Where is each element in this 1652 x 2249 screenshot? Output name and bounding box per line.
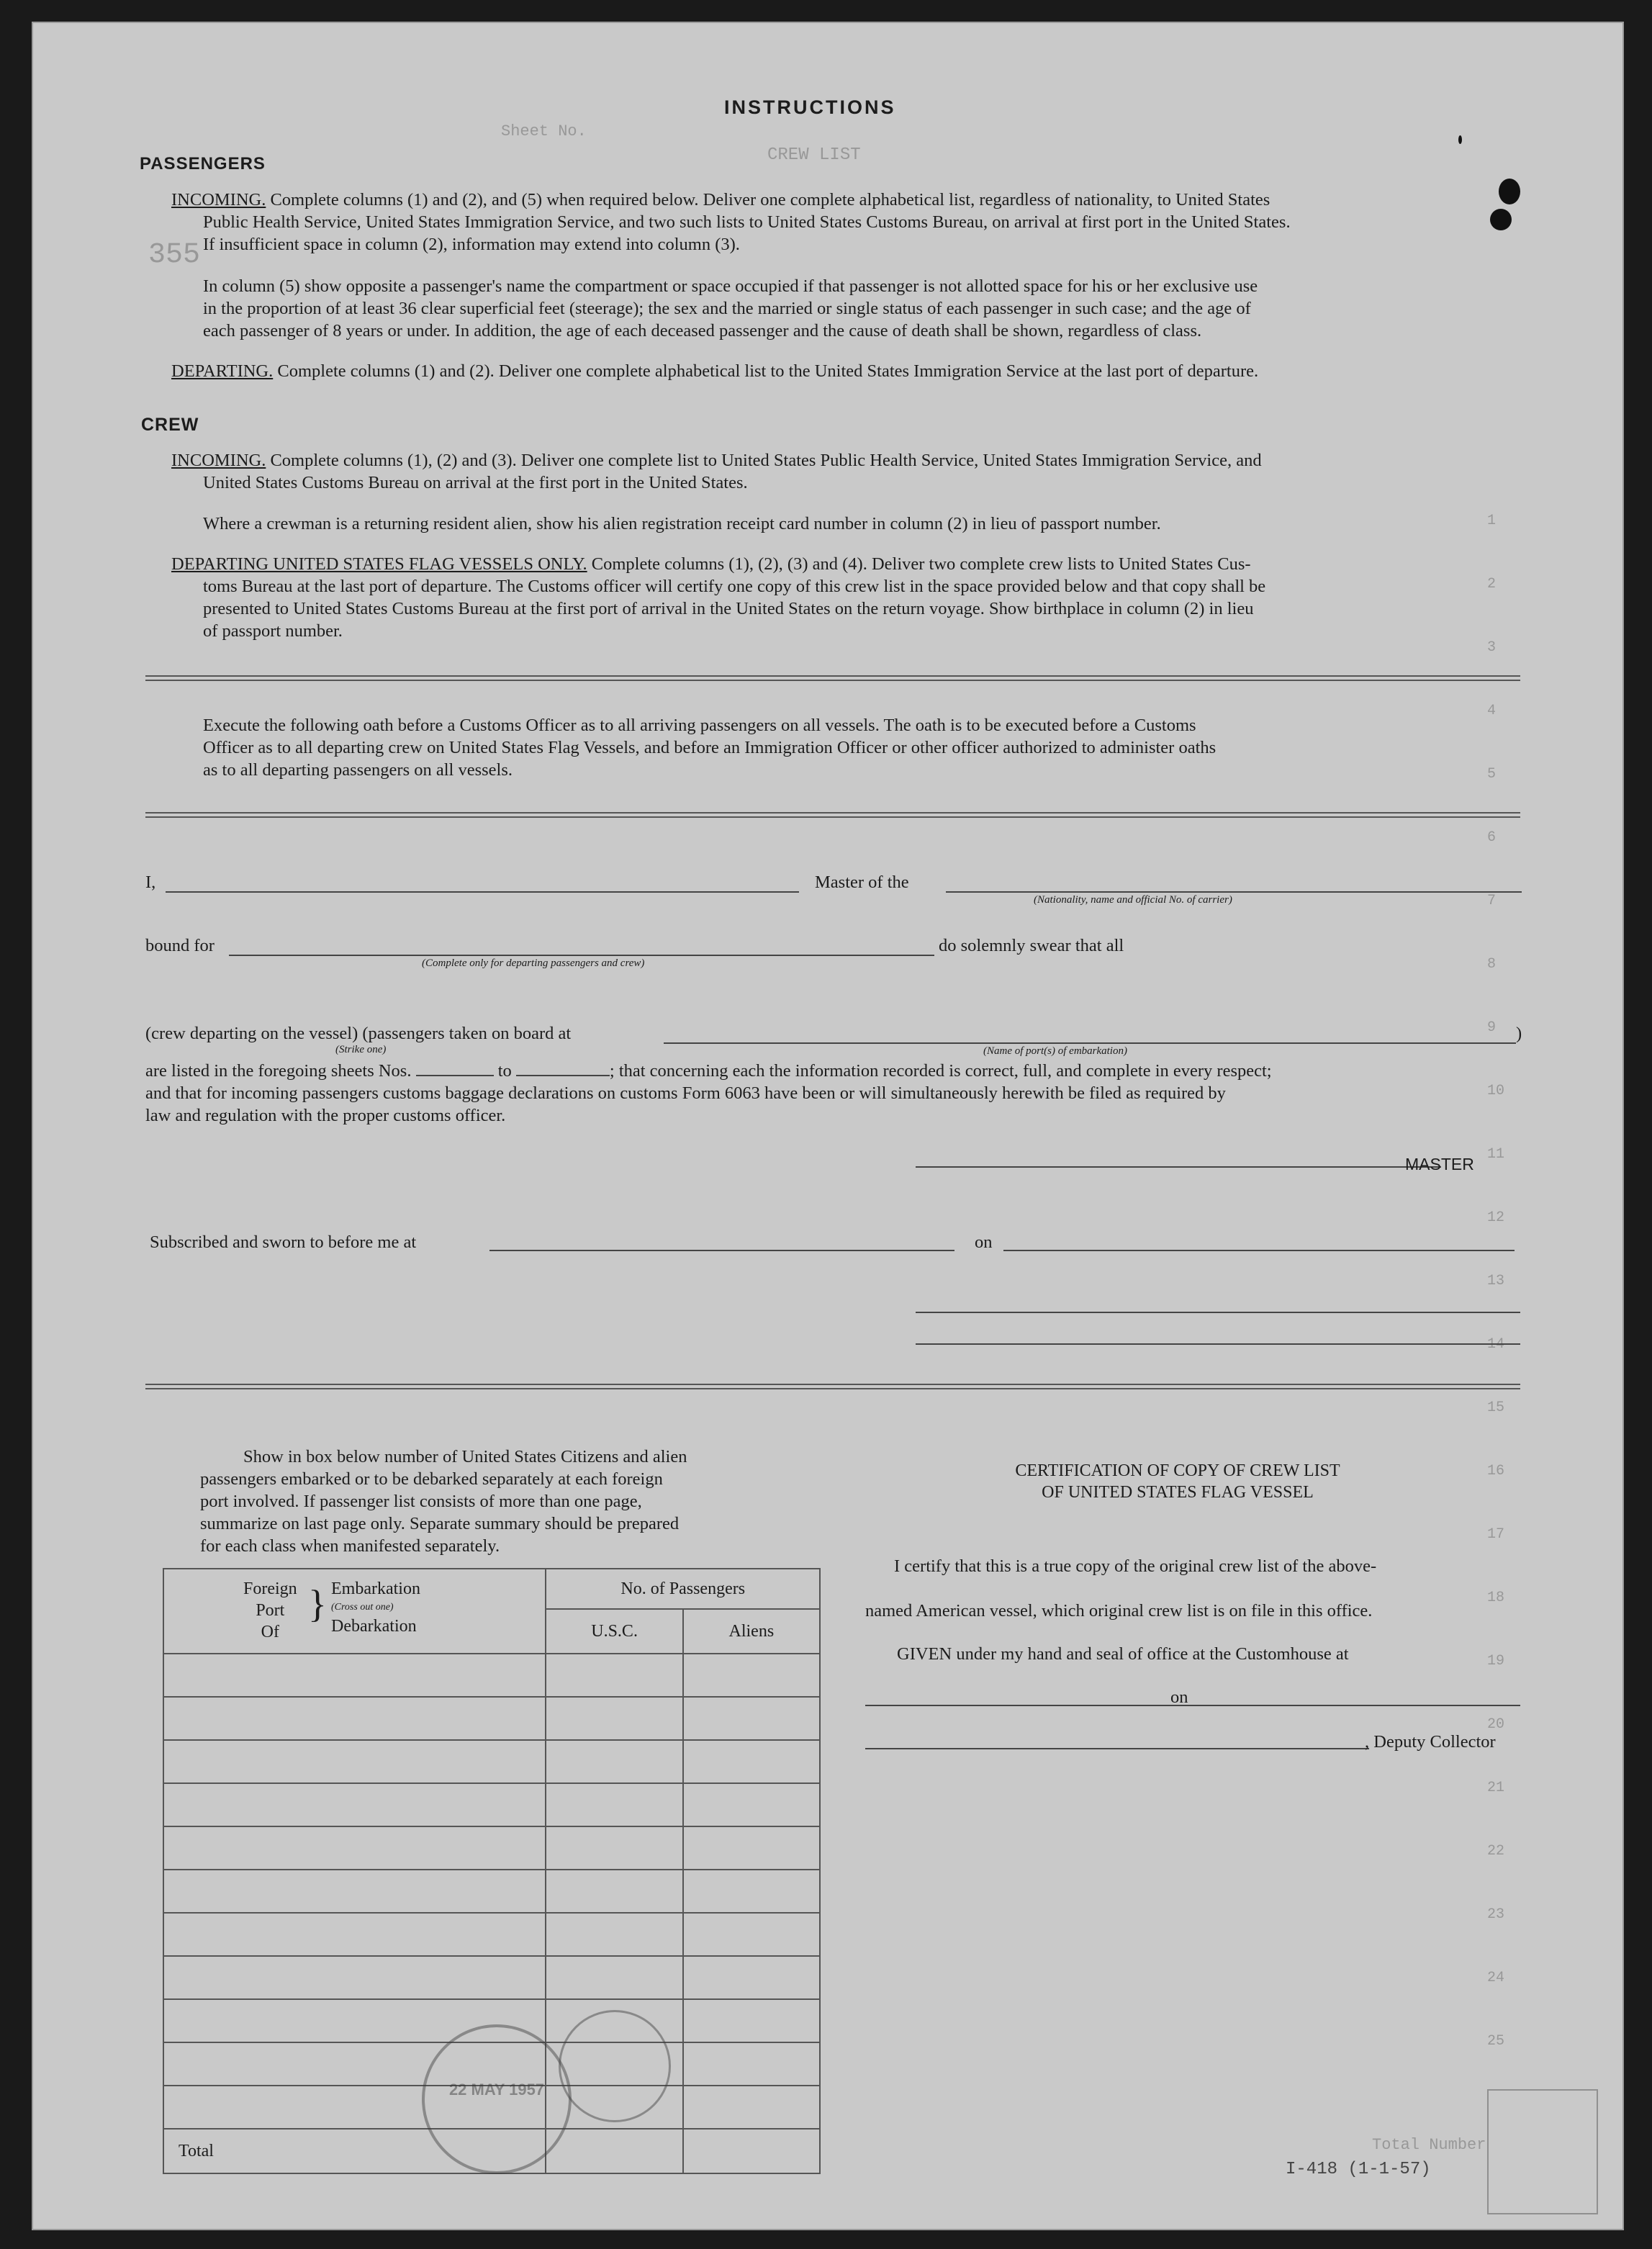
summary-aliens-cell[interactable] xyxy=(683,1654,820,1697)
show-through-row-number: 12 xyxy=(1487,1209,1505,1226)
certification-heading-1: CERTIFICATION OF COPY OF CREW LIST xyxy=(1015,1461,1340,1480)
summary-usc-cell[interactable] xyxy=(546,1913,682,1956)
show-through-row-number: 8 xyxy=(1487,956,1497,973)
header-of: Of xyxy=(261,1623,279,1641)
sheet-to-field[interactable] xyxy=(516,1062,610,1076)
page-title: INSTRUCTIONS xyxy=(724,96,896,118)
show-through-row-number: 3 xyxy=(1487,639,1497,656)
show-through-row-number: 23 xyxy=(1487,1906,1505,1923)
summary-instruction-3: port involved. If passenger list consists of more than one page, xyxy=(200,1492,642,1511)
show-through-row-number: 14 xyxy=(1487,1336,1505,1353)
oath-instruction-1: Execute the following oath before a Customs Officer as to all arriving passengers on all vessels. The oath is to be executed before a Customs xyxy=(203,716,1196,735)
crew-departing-text-2: toms Bureau at the last port of departure. The Customs officer will certify one copy of this crew list in the space provided below and that copy shall be xyxy=(203,577,1266,596)
header-no-of-passengers: No. of Passengers xyxy=(546,1569,820,1609)
total-usc-cell[interactable] xyxy=(546,2129,682,2173)
officer-signature-line-1[interactable] xyxy=(916,1312,1520,1313)
show-through-row-number: 19 xyxy=(1487,1653,1505,1669)
passengers-incoming-text-3: If insufficient space in column (2), information may extend into column (3). xyxy=(203,235,740,254)
col5-line-2: in the proportion of at least 36 clear superficial feet (steerage); the sex and the married or single status of each passenger in such case; and the age of xyxy=(203,299,1251,318)
show-through-crew-list: CREW LIST xyxy=(767,145,861,165)
header-foreign: Foreign xyxy=(243,1579,297,1598)
passengers-departing xyxy=(171,360,1517,382)
oath-close-paren: ) xyxy=(1516,1024,1522,1043)
summary-row xyxy=(163,1826,820,1870)
summary-instruction-2: passengers embarked or to be debarked separately at each foreign xyxy=(200,1469,663,1489)
oath-carrier-field[interactable] xyxy=(946,891,1522,893)
summary-port-cell[interactable] xyxy=(163,1654,546,1697)
oath-ports-caption: (Name of port(s) of embarkation) xyxy=(983,1045,1127,1057)
oath-i-label: I, xyxy=(145,873,156,892)
summary-usc-cell[interactable] xyxy=(546,1697,682,1740)
summary-port-cell[interactable] xyxy=(163,1697,546,1740)
summary-port-cell[interactable] xyxy=(163,1783,546,1826)
oath-bound-for-field[interactable] xyxy=(229,955,934,956)
oath-bound-caption: (Complete only for departing passengers and crew) xyxy=(422,957,645,969)
certification-text-2: named American vessel, which original crew list is on file in this office. xyxy=(865,1601,1373,1621)
oath-crew-departing: (crew departing on the vessel) (passengers taken on board at xyxy=(145,1024,572,1043)
form-number: I-418 (1-1-57) xyxy=(1286,2160,1431,2179)
show-through-page-no: 355 xyxy=(148,239,201,271)
summary-usc-cell[interactable] xyxy=(546,1956,682,1999)
crew-list-form-reverse xyxy=(32,22,1624,2230)
show-through-row-number: 22 xyxy=(1487,1843,1505,1860)
header-usc: U.S.C. xyxy=(546,1609,682,1654)
summary-usc-cell[interactable] xyxy=(546,1783,682,1826)
passengers-departing-text: Complete columns (1) and (2). Deliver one complete alphabetical list to the United States Immigration Service at the last port of departure. xyxy=(277,361,1259,381)
col5-line-3: each passenger of 8 years or under. In addition, the age of each deceased passenger and the cause of death shall be shown, regardless of class. xyxy=(203,321,1202,341)
margin-box xyxy=(1487,2089,1598,2214)
show-through-row-number: 11 xyxy=(1487,1146,1505,1163)
crew-incoming-block xyxy=(171,449,1517,494)
crew-departing-text-3: presented to United States Customs Bureau at the first port of arrival in the United States on the return voyage. Show birthplace in column (2) in lieu xyxy=(203,599,1254,618)
header-port: Port xyxy=(256,1601,285,1620)
crew-incoming-text-1: Complete columns (1), (2) and (3). Deliver one complete list to United States Public Health Service, United States Immigration Service, and xyxy=(270,451,1262,470)
header-embarkation: Embarkation xyxy=(331,1579,420,1598)
show-through-row-number: 7 xyxy=(1487,893,1497,909)
show-through-row-number: 24 xyxy=(1487,1970,1505,1986)
certification-heading-2: OF UNITED STATES FLAG VESSEL xyxy=(1042,1483,1314,1502)
passengers-incoming-block xyxy=(171,189,1517,256)
officer-signature-line-2[interactable] xyxy=(916,1343,1520,1345)
summary-row xyxy=(163,1654,820,1697)
summary-usc-cell[interactable] xyxy=(546,1740,682,1783)
oath-master-name-field[interactable] xyxy=(166,891,799,893)
show-through-row-number: 5 xyxy=(1487,766,1497,783)
passengers-column5-block xyxy=(203,275,1520,342)
summary-row xyxy=(163,1870,820,1913)
summary-usc-cell[interactable] xyxy=(546,1654,682,1697)
oath-listed-to: to xyxy=(497,1061,512,1081)
divider-2 xyxy=(145,812,1520,818)
summary-row xyxy=(163,1913,820,1956)
summary-aliens-cell[interactable] xyxy=(683,1740,820,1783)
show-through-row-number: 16 xyxy=(1487,1463,1505,1479)
oath-strike-one: (Strike one) xyxy=(335,1044,387,1055)
header-aliens: Aliens xyxy=(683,1609,820,1654)
summary-port-cell[interactable] xyxy=(163,1826,546,1870)
total-aliens-cell[interactable] xyxy=(683,2129,820,2173)
ink-blot xyxy=(1490,209,1512,230)
subscribed-on: on xyxy=(975,1232,993,1252)
show-through-row-number: 4 xyxy=(1487,703,1497,719)
ink-blot xyxy=(1499,179,1520,204)
summary-usc-cell[interactable] xyxy=(546,1826,682,1870)
oath-listed-1: are listed in the foregoing sheets Nos. xyxy=(145,1061,412,1081)
crew-incoming-label: INCOMING. xyxy=(171,451,266,470)
summary-aliens-cell[interactable] xyxy=(683,1697,820,1740)
show-through-row-number: 2 xyxy=(1487,576,1497,592)
customs-stamp xyxy=(422,2024,572,2174)
show-through-row-number: 10 xyxy=(1487,1083,1505,1099)
crew-departing-block xyxy=(171,553,1517,642)
crew-departing-label: DEPARTING UNITED STATES FLAG VESSELS ONLY. xyxy=(171,554,587,574)
crew-departing-text-1: Complete columns (1), (2), (3) and (4). Deliver two complete crew lists to United States Cus- xyxy=(591,554,1251,574)
summary-row xyxy=(163,1956,820,1999)
oath-bound-for: bound for xyxy=(145,936,215,955)
show-through-row-number: 25 xyxy=(1487,2033,1505,2050)
show-through-row-number: 15 xyxy=(1487,1400,1505,1416)
divider-3 xyxy=(145,1384,1520,1389)
oath-listed-block xyxy=(145,1060,1520,1127)
summary-instruction-5: for each class when manifested separately. xyxy=(200,1536,500,1556)
ink-blot xyxy=(1458,135,1462,144)
total-label: Total xyxy=(163,2129,546,2173)
summary-aliens-cell[interactable] xyxy=(683,1826,820,1870)
summary-aliens-cell[interactable] xyxy=(683,1870,820,1913)
oath-listed-3: and that for incoming passengers customs baggage declarations on customs Form 6063 have been or will simultaneously herewith be filed as required by xyxy=(145,1083,1226,1103)
summary-aliens-cell[interactable] xyxy=(683,1956,820,1999)
sheet-from-field[interactable] xyxy=(416,1062,494,1076)
summary-aliens-cell[interactable] xyxy=(683,2086,820,2129)
summary-instruction-1: Show in box below number of United States Citizens and alien xyxy=(243,1447,687,1466)
port-header-cell xyxy=(163,1569,546,1654)
passengers-heading: PASSENGERS xyxy=(140,154,266,173)
summary-usc-cell[interactable] xyxy=(546,1870,682,1913)
show-through-row-number: 21 xyxy=(1487,1780,1505,1796)
summary-aliens-cell[interactable] xyxy=(683,1999,820,2042)
col5-line-1: In column (5) show opposite a passenger's name the compartment or space occupied if that passenger is not allotted space for his or her exclusive use xyxy=(203,276,1258,296)
subscribed-place-field[interactable] xyxy=(489,1250,954,1251)
summary-instruction xyxy=(200,1446,790,1557)
oath-embarkation-field[interactable] xyxy=(664,1042,1516,1044)
oath-carrier-caption: (Nationality, name and official No. of carrier) xyxy=(1034,894,1232,906)
certification-text-1: I certify that this is a true copy of the original crew list of the above- xyxy=(894,1556,1377,1576)
summary-row xyxy=(163,1783,820,1826)
show-through-row-number: 9 xyxy=(1487,1019,1497,1036)
passengers-departing-label: DEPARTING. xyxy=(171,361,274,381)
summary-port-cell[interactable] xyxy=(163,1740,546,1783)
certification-given: GIVEN under my hand and seal of office at the Customhouse at xyxy=(897,1644,1349,1664)
deputy-signature-field[interactable] xyxy=(865,1748,1369,1749)
summary-aliens-cell[interactable] xyxy=(683,2042,820,2086)
show-through-total-number: Total Number xyxy=(1372,2136,1486,2154)
crew-heading: CREW xyxy=(141,415,199,435)
show-through-row-number: 18 xyxy=(1487,1590,1505,1606)
oath-instruction-3: as to all departing passengers on all vessels. xyxy=(203,760,513,780)
show-through-row-number: 17 xyxy=(1487,1526,1505,1543)
stamp-date: 22 MAY 1957 xyxy=(448,2081,545,2099)
subscribed-date-field[interactable] xyxy=(1003,1250,1515,1251)
summary-instruction-4: summarize on last page only. Separate summary should be prepared xyxy=(200,1514,680,1533)
oath-instruction xyxy=(203,714,1520,781)
cert-on: on xyxy=(1170,1687,1188,1707)
show-through-sheet-no: Sheet No. xyxy=(501,122,587,140)
passengers-incoming-text-2: Public Health Service, United States Immigration Service, and two such lists to United States Customs Bureau, on arrival at first port in the United States. xyxy=(203,212,1291,232)
master-label: MASTER xyxy=(1405,1155,1474,1173)
customs-stamp-2 xyxy=(559,2010,671,2122)
summary-port-cell[interactable] xyxy=(163,1870,546,1913)
cert-place-field[interactable] xyxy=(865,1705,1196,1706)
certification-heading xyxy=(926,1460,1430,1503)
show-through-row-number: 13 xyxy=(1487,1273,1505,1289)
subscribed-label: Subscribed and sworn to before me at xyxy=(150,1232,417,1252)
show-through-row-number: 6 xyxy=(1487,829,1497,846)
summary-port-cell[interactable] xyxy=(163,1913,546,1956)
oath-instruction-2: Officer as to all departing crew on United States Flag Vessels, and before an Immigration Officer or other officer authorized to administer oaths xyxy=(203,738,1217,757)
passengers-incoming-label: INCOMING. xyxy=(171,190,266,209)
brace-glyph: } xyxy=(308,1582,327,1626)
divider-1 xyxy=(145,675,1520,681)
header-cross-out: (Cross out one) xyxy=(331,1602,394,1613)
summary-aliens-cell[interactable] xyxy=(683,1913,820,1956)
crew-departing-text-4: of passport number. xyxy=(203,621,343,641)
crew-resident-alien: Where a crewman is a returning resident alien, show his alien registration receipt card number in column (2) in lieu of passport number. xyxy=(203,514,1161,533)
oath-listed-4: law and regulation with the proper customs officer. xyxy=(145,1106,506,1125)
show-through-row-number: 20 xyxy=(1487,1716,1505,1733)
crew-incoming-text-2: United States Customs Bureau on arrival at the first port in the United States. xyxy=(203,473,748,492)
passengers-incoming-text-1: Complete columns (1) and (2), and (5) when required below. Deliver one complete alphabetical list, regardless of nationality, to United States xyxy=(270,190,1270,209)
master-signature-field[interactable] xyxy=(916,1166,1441,1168)
summary-row xyxy=(163,1697,820,1740)
summary-aliens-cell[interactable] xyxy=(683,1783,820,1826)
oath-listed-2: ; that concerning each the information recorded is correct, full, and complete in every respect; xyxy=(609,1061,1272,1081)
cert-date-field[interactable] xyxy=(1196,1705,1520,1706)
deputy-collector-label: , Deputy Collector xyxy=(1365,1732,1496,1752)
header-debarkation: Debarkation xyxy=(331,1617,417,1636)
summary-port-cell[interactable] xyxy=(163,1956,546,1999)
summary-row xyxy=(163,1740,820,1783)
oath-swear: do solemnly swear that all xyxy=(939,936,1124,955)
show-through-row-number: 1 xyxy=(1487,513,1497,529)
oath-master-of-the: Master of the xyxy=(815,873,909,892)
